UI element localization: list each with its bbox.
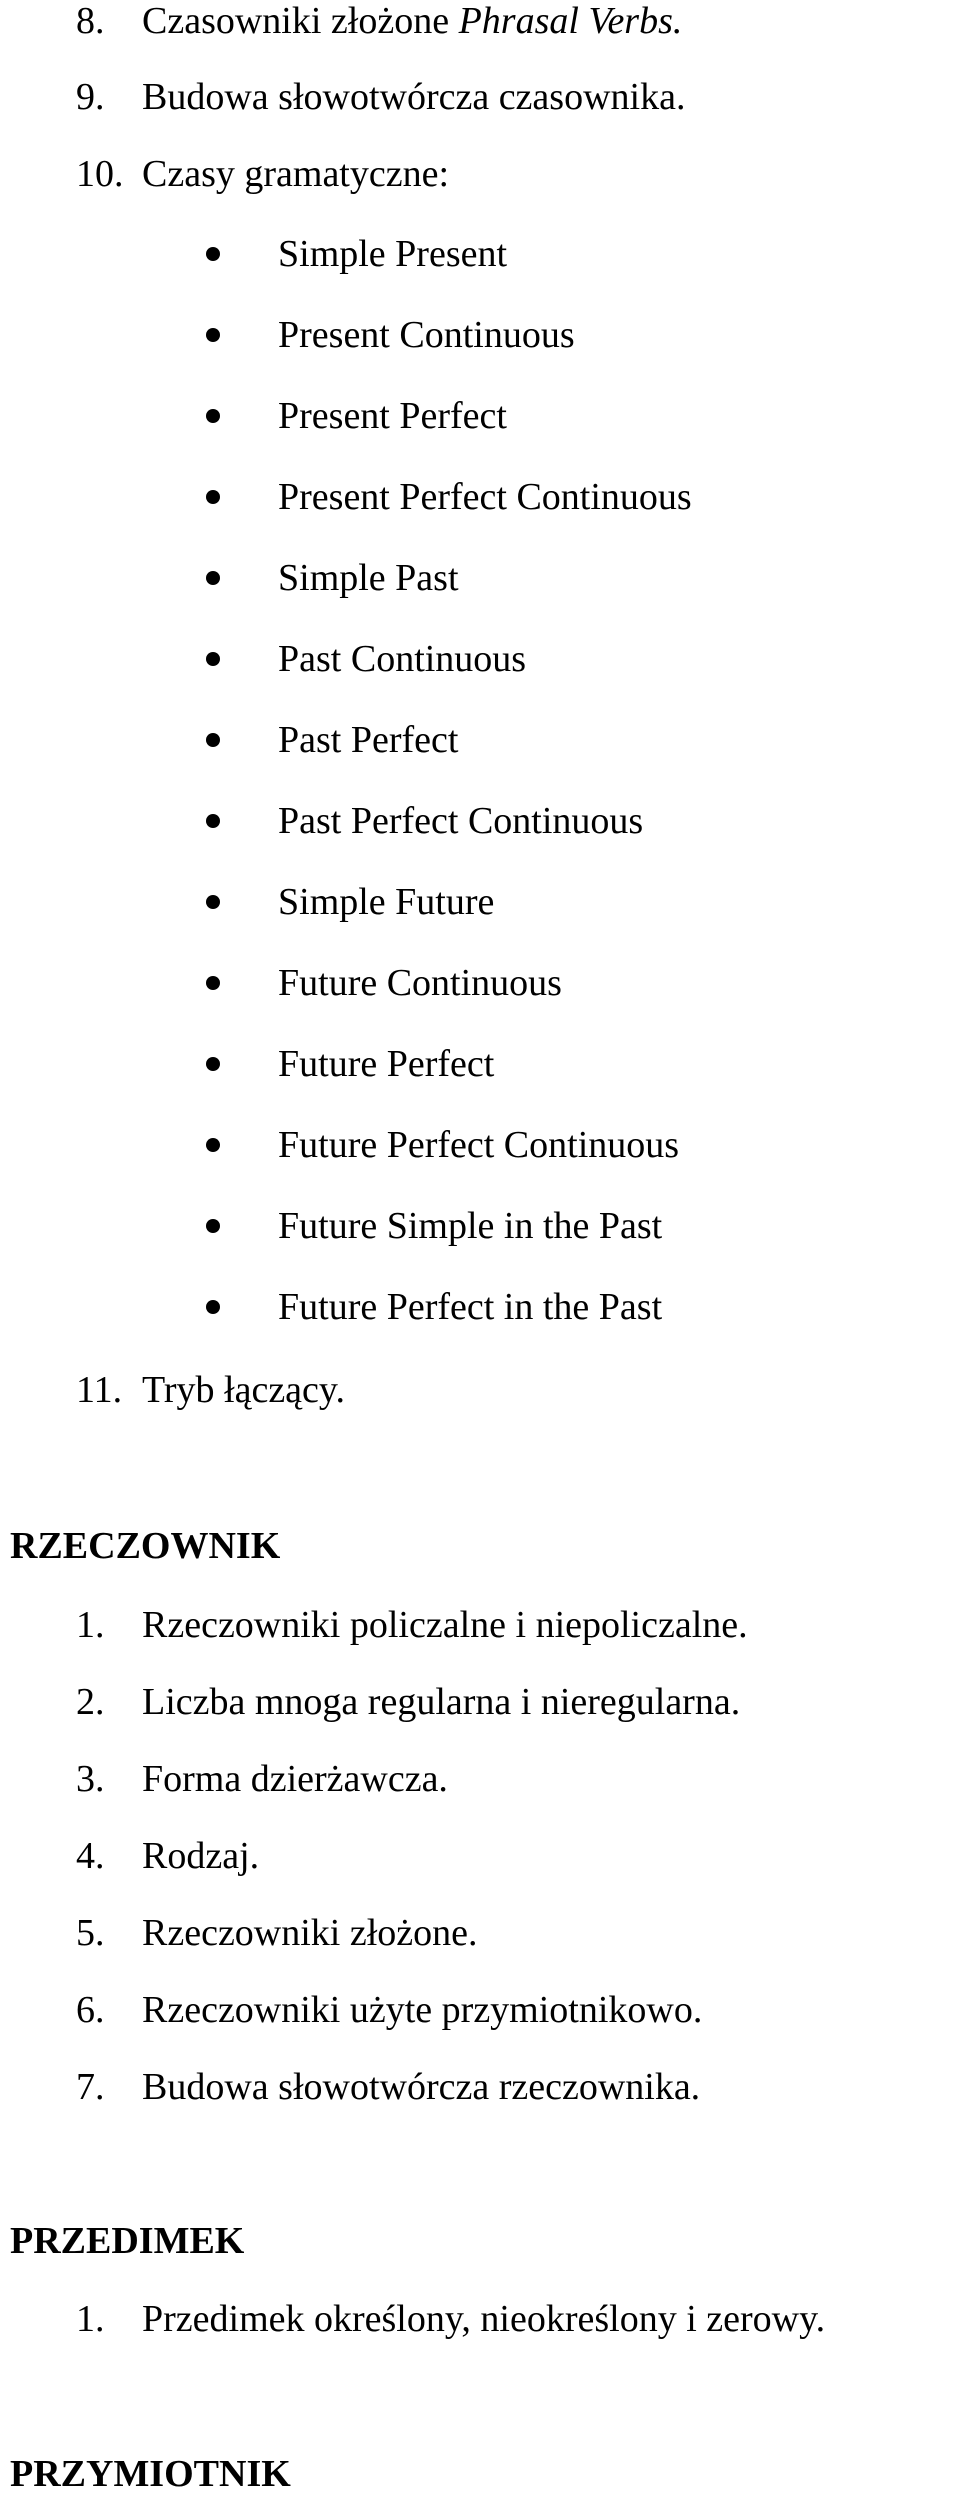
list-number-8: 8. [76,0,105,42]
tense-item: Simple Present [278,233,508,275]
list-item: Rzeczowniki policzalne i niepoliczalne. [142,1604,748,1646]
section-heading-przymiotnik: PRZYMIOTNIK [10,2453,291,2495]
tense-item: Present Perfect Continuous [278,476,692,518]
tense-item: Simple Future [278,881,495,923]
list-item: Liczba mnoga regularna i nieregularna. [142,1681,741,1723]
list-number: 2. [76,1681,105,1723]
tense-item: Future Perfect in the Past [278,1286,663,1328]
list-item: Rzeczowniki użyte przymiotnikowo. [142,1989,703,2031]
bullet-icon [206,652,220,666]
tense-item: Future Perfect Continuous [278,1124,680,1166]
list-number-11: 11. [76,1369,123,1411]
tense-item: Future Continuous [278,962,562,1004]
list-item-subjunctive: Tryb łączący. [142,1369,345,1411]
bullet-icon [206,247,220,261]
bullet-icon [206,814,220,828]
list-number: 1. [76,1604,105,1646]
tense-item: Past Continuous [278,638,527,680]
tense-item: Future Simple in the Past [278,1205,663,1247]
list-number: 5. [76,1912,105,1954]
list-item: Rodzaj. [142,1835,260,1877]
tense-item: Present Continuous [278,314,575,356]
bullet-icon [206,976,220,990]
tense-item: Future Perfect [278,1043,495,1085]
list-number: 6. [76,1989,105,2031]
bullet-icon [206,571,220,585]
tense-item: Present Perfect [278,395,507,437]
list-number: 7. [76,2066,105,2108]
bullet-icon [206,733,220,747]
bullet-icon [206,490,220,504]
bullet-icon [206,1300,220,1314]
section-heading-rzeczownik: RZECZOWNIK [10,1525,281,1567]
bullet-icon [206,895,220,909]
bullet-icon [206,1138,220,1152]
tense-item: Past Perfect [278,719,459,761]
list-item: Przedimek określony, nieokreślony i zerowy. [142,2298,826,2340]
tense-item: Simple Past [278,557,459,599]
tense-item: Past Perfect Continuous [278,800,644,842]
list-item: Forma dzierżawcza. [142,1758,448,1800]
bullet-icon [206,1057,220,1071]
list-item-tenses-heading: Czasy gramatyczne: [142,153,450,195]
list-item: Budowa słowotwórcza rzeczownika. [142,2066,701,2108]
bullet-icon [206,1219,220,1233]
bullet-icon [206,409,220,423]
list-number: 3. [76,1758,105,1800]
list-number: 4. [76,1835,105,1877]
list-item: Rzeczowniki złożone. [142,1912,478,1954]
section-heading-przedimek: PRZEDIMEK [10,2220,245,2262]
list-item-text: Czasowniki złożone [142,0,459,42]
bullet-icon [206,328,220,342]
list-number: 1. [76,2298,105,2340]
list-item-verb-word-formation: Budowa słowotwórcza czasownika. [142,76,686,118]
list-number-10: 10. [76,153,124,195]
list-item-italic-text: Phrasal Verbs. [458,0,683,42]
list-number-9: 9. [76,76,105,118]
list-item-phrasal-verbs [142,2,682,40]
